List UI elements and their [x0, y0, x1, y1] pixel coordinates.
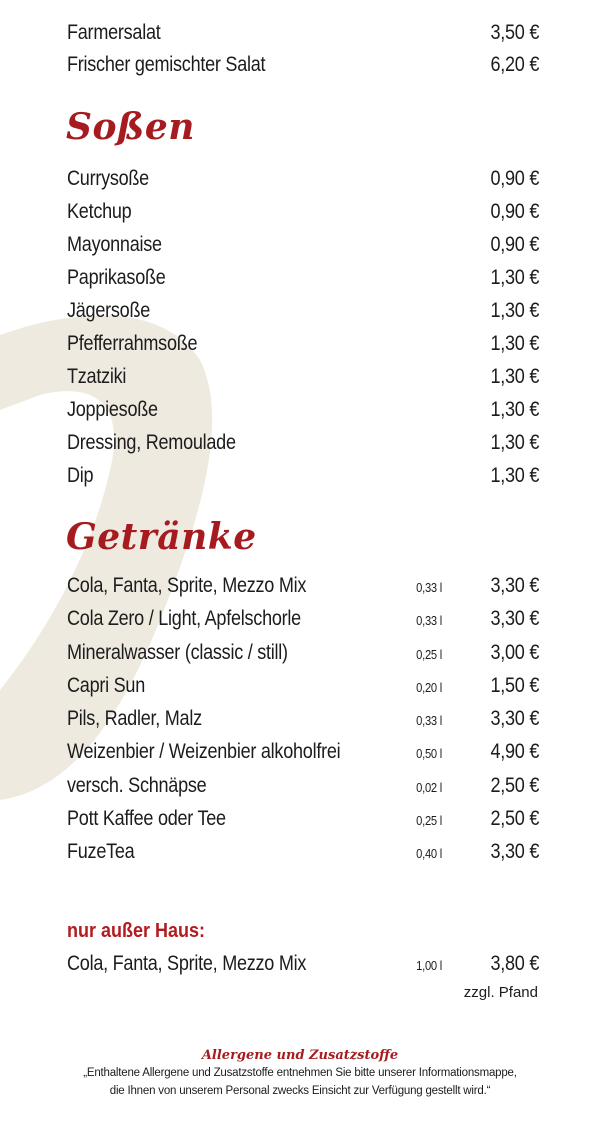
item-size: 0,25 l — [416, 647, 442, 662]
section-title-sauces: Soßen — [66, 106, 195, 148]
item-size: 0,20 l — [416, 680, 442, 695]
item-name: Weizenbier / Weizenbier alkoholfrei — [67, 740, 341, 763]
item-name: Frischer gemischter Salat — [67, 53, 266, 76]
item-price: 1,30 € — [490, 365, 540, 388]
item-name: Dressing, Remoulade — [67, 431, 236, 454]
item-price: 2,50 € — [490, 807, 540, 830]
menu-item-row — [67, 295, 540, 327]
menu-item-row — [67, 670, 540, 702]
item-name: Cola, Fanta, Sprite, Mezzo Mix — [67, 952, 307, 975]
item-price: 3,30 € — [490, 574, 540, 597]
item-name: Cola Zero / Light, Apfelschorle — [67, 607, 301, 630]
menu-item-row — [67, 836, 540, 868]
item-price: 1,30 € — [490, 266, 540, 289]
menu-item-row — [67, 803, 540, 835]
menu-item-row — [67, 736, 540, 768]
item-price: 4,90 € — [490, 740, 540, 763]
item-size: 0,33 l — [416, 713, 442, 728]
item-name: Capri Sun — [67, 674, 145, 697]
item-name: Dip — [67, 464, 94, 487]
deposit-note: zzgl. Pfand — [463, 984, 538, 1001]
item-price: 1,30 € — [490, 332, 540, 355]
item-price: 3,30 € — [490, 707, 540, 730]
item-size: 0,40 l — [416, 846, 442, 861]
item-size: 0,33 l — [416, 613, 442, 628]
item-price: 3,50 € — [490, 21, 540, 44]
menu-item-row — [67, 262, 540, 294]
menu-item-row — [67, 394, 540, 426]
menu-item-row — [67, 948, 540, 980]
item-name: Mayonnaise — [67, 233, 162, 256]
menu-item-row — [67, 460, 540, 492]
item-price: 0,90 € — [490, 167, 540, 190]
takeaway-heading: nur außer Haus: — [67, 920, 206, 942]
item-name: Mineralwasser (classic / still) — [67, 641, 288, 664]
item-price: 1,30 € — [490, 398, 540, 421]
menu-item-row — [67, 603, 540, 635]
item-price: 1,30 € — [490, 464, 540, 487]
item-name: Cola, Fanta, Sprite, Mezzo Mix — [67, 574, 307, 597]
menu-item-row — [67, 328, 540, 360]
item-name: Joppiesoße — [67, 398, 158, 421]
allergen-heading: Allergene und Zusatzstoffe — [201, 1048, 399, 1063]
menu-item-row — [67, 427, 540, 459]
item-price: 1,30 € — [490, 431, 540, 454]
menu-item-row — [67, 49, 540, 81]
item-name: Ketchup — [67, 200, 132, 223]
item-name: versch. Schnäpse — [67, 774, 207, 797]
allergen-note-line-1: „Enthaltene Allergene und Zusatzstoffe entnehmen Sie bitte unserer Informationsmappe, — [83, 1067, 517, 1079]
item-name: Paprikasoße — [67, 266, 166, 289]
item-size: 0,50 l — [416, 746, 442, 761]
item-name: Jägersoße — [67, 299, 151, 322]
section-title-drinks: Getränke — [66, 516, 257, 558]
item-price: 3,80 € — [490, 952, 540, 975]
item-name: Farmersalat — [67, 21, 161, 44]
item-name: Pott Kaffee oder Tee — [67, 807, 226, 830]
menu-item-row — [67, 17, 540, 49]
menu-item-row — [67, 229, 540, 261]
item-price: 0,90 € — [490, 233, 540, 256]
menu-item-row — [67, 770, 540, 802]
item-name: Pfefferrahmsoße — [67, 332, 198, 355]
menu-item-row — [67, 637, 540, 669]
menu-item-row — [67, 196, 540, 228]
item-price: 3,00 € — [490, 641, 540, 664]
item-name: Tzatziki — [67, 365, 127, 388]
item-size: 0,25 l — [416, 813, 442, 828]
item-size: 0,33 l — [416, 580, 442, 595]
menu-item-row — [67, 703, 540, 735]
item-name: Pils, Radler, Malz — [67, 707, 202, 730]
item-price: 1,50 € — [490, 674, 540, 697]
item-price: 3,30 € — [490, 607, 540, 630]
menu-item-row — [67, 570, 540, 602]
allergen-note-line-2: die Ihnen von unserem Personal zwecks Einsicht zur Verfügung gestellt wird.“ — [109, 1085, 491, 1097]
item-price: 6,20 € — [490, 53, 540, 76]
item-price: 1,30 € — [490, 299, 540, 322]
item-size: 1,00 l — [416, 958, 442, 973]
item-name: FuzeTea — [67, 840, 135, 863]
item-name: Currysoße — [67, 167, 149, 190]
item-price: 2,50 € — [490, 774, 540, 797]
item-size: 0,02 l — [416, 780, 442, 795]
item-price: 0,90 € — [490, 200, 540, 223]
menu-item-row — [67, 361, 540, 393]
menu-item-row — [67, 163, 540, 195]
item-price: 3,30 € — [490, 840, 540, 863]
